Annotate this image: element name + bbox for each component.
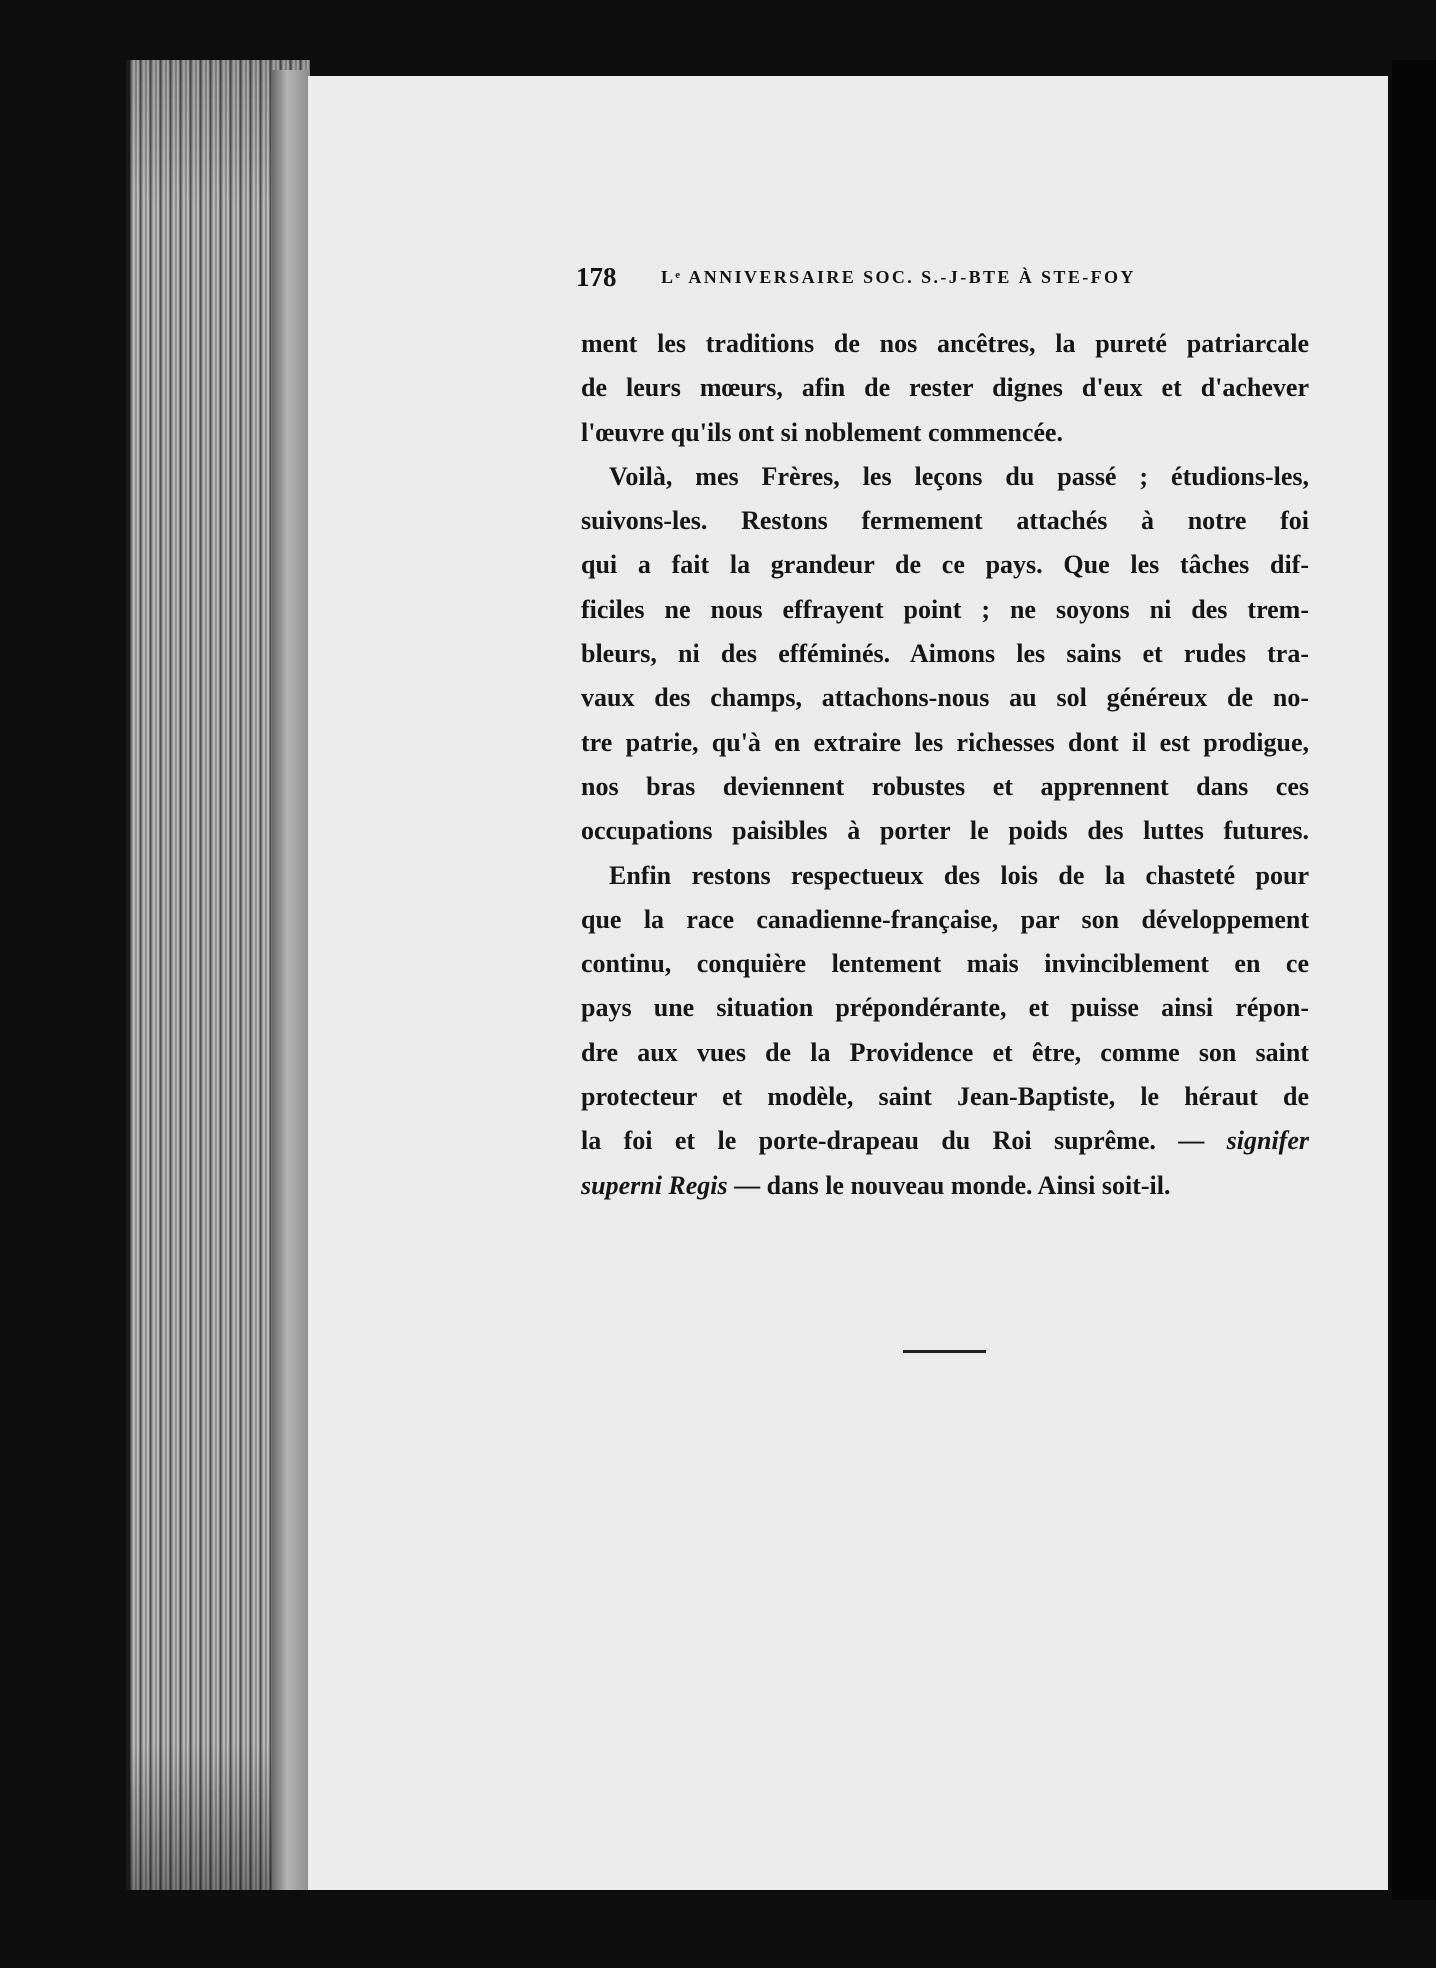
latin-phrase: signifer: [1226, 1126, 1309, 1156]
text-line: dre aux vues de la Providence et être, comme son saint: [581, 1037, 1309, 1067]
text-line: vaux des champs, attachons-nous au sol généreux de no-: [581, 683, 1309, 713]
text-line: protecteur et modèle, saint Jean-Baptiste, le héraut de: [581, 1082, 1309, 1112]
final-line: [581, 1164, 1309, 1208]
text-line: ment les traditions de nos ancêtres, la pureté patriarcale: [581, 329, 1309, 358]
text-line: l'œuvre qu'ils ont si noblement commencée.: [581, 417, 1063, 447]
text-line: de leurs mœurs, afin de rester dignes d'eux et d'achever: [581, 373, 1309, 403]
page-gutter-shadow: [272, 70, 310, 1890]
section-end-rule: [903, 1350, 986, 1353]
text-line: suivons-les. Restons fermement attachés à notre foi: [581, 506, 1309, 536]
text-line: nos bras deviennent robustes et apprennent dans ces: [581, 771, 1309, 801]
text-line: que la race canadienne-française, par son développement: [581, 904, 1309, 934]
page-number: 178: [576, 262, 617, 292]
running-head: [576, 262, 1316, 296]
text-line-with-italic: [581, 1119, 1309, 1163]
running-title: Lᵉ ANNIVERSAIRE SOC. S.-J-BTE À STE-FOY: [661, 267, 1136, 287]
text-line: tre patrie, qu'à en extraire les richesses dont il est prodigue,: [581, 727, 1309, 757]
text-line: Enfin restons respectueux des lois de la chasteté pour: [609, 860, 1309, 890]
text-line: pays une situation prépondérante, et puisse ainsi répon-: [581, 993, 1309, 1023]
text-line: Voilà, mes Frères, les leçons du passé ; étudions-les,: [609, 461, 1309, 491]
scan-border: [1392, 60, 1436, 1900]
text-segment: la foi et le porte-drapeau du Roi suprême. —: [581, 1126, 1227, 1156]
body-text: [581, 322, 1309, 1208]
text-line: occupations paisibles à porter le poids des luttes futures.: [581, 816, 1309, 846]
text-line: qui a fait la grandeur de ce pays. Que les tâches dif-: [581, 550, 1309, 580]
text-line: bleurs, ni des efféminés. Aimons les sains et rudes tra-: [581, 639, 1309, 669]
text-segment: — dans le nouveau monde. Ainsi soit-il.: [727, 1170, 1171, 1200]
text-line: ficiles ne nous effrayent point ; ne soyons ni des trem-: [581, 594, 1309, 624]
latin-phrase: superni Regis: [581, 1170, 728, 1200]
text-line: continu, conquière lentement mais invinciblement en ce: [581, 949, 1309, 979]
